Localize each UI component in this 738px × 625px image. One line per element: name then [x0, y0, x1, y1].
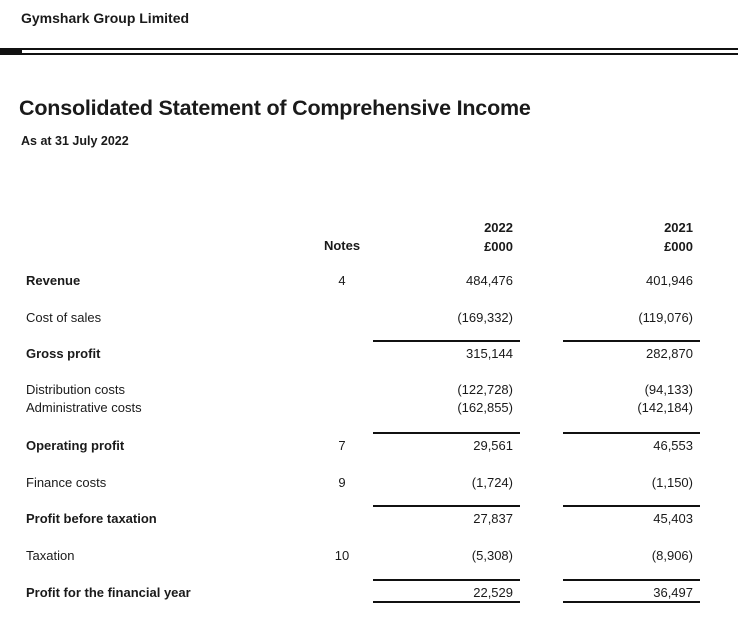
- subtotal-rule-2021: [563, 340, 700, 342]
- row-label: Distribution costs: [26, 382, 125, 397]
- row-label: Gross profit: [26, 346, 101, 361]
- subtotal-rule-2022: [373, 505, 520, 507]
- row-value-2021: 401,946: [646, 273, 693, 288]
- row-cost-of-sales: [0, 309, 738, 327]
- row-value-2022: 484,476: [466, 273, 513, 288]
- row-label: Administrative costs: [26, 400, 142, 415]
- header-rule-top: [22, 48, 738, 50]
- row-label: Profit for the financial year: [26, 585, 191, 600]
- column-header-2021: [590, 218, 693, 256]
- row-value-2022: (169,332): [457, 310, 513, 325]
- statement-date: As at 31 July 2022: [21, 134, 129, 148]
- row-value-2022: (5,308): [471, 548, 513, 563]
- row-value-2022: 22,529: [473, 585, 513, 600]
- row-value-2022: 27,837: [473, 511, 513, 526]
- statement-title: Consolidated Statement of Comprehensive Income: [19, 96, 531, 120]
- row-value-2021: 46,553: [653, 438, 693, 453]
- column-header-2022: [410, 218, 513, 256]
- row-label: Revenue: [26, 273, 81, 288]
- subtotal-rule-2022: [373, 579, 520, 581]
- subtotal-rule-2021: [563, 432, 700, 434]
- unit-2021-label: £000: [664, 239, 693, 254]
- row-profit-before-taxation: [0, 510, 738, 528]
- column-header-notes: [300, 236, 384, 255]
- row-note: 7: [338, 438, 346, 453]
- header-rule-marker: [0, 48, 22, 55]
- row-value-2022: 315,144: [466, 346, 513, 361]
- unit-2022-label: £000: [484, 239, 513, 254]
- total-double-rule-2022: [373, 601, 520, 603]
- row-value-2022: 29,561: [473, 438, 513, 453]
- row-administrative-costs: [0, 399, 738, 417]
- total-double-rule-2021: [563, 601, 700, 603]
- row-value-2021: (1,150): [651, 475, 693, 490]
- company-name: Gymshark Group Limited: [21, 10, 190, 26]
- row-label: Taxation: [26, 548, 75, 563]
- row-value-2022: (122,728): [457, 382, 513, 397]
- row-note: 10: [334, 548, 350, 563]
- row-note: 9: [338, 475, 346, 490]
- row-label: Operating profit: [26, 438, 125, 453]
- row-revenue: [0, 272, 738, 290]
- subtotal-rule-2022: [373, 432, 520, 434]
- row-operating-profit: [0, 437, 738, 455]
- row-value-2021: (142,184): [637, 400, 693, 415]
- row-profit-for-year: [0, 584, 738, 602]
- row-taxation: [0, 547, 738, 565]
- row-value-2021: (94,133): [644, 382, 693, 397]
- subtotal-rule-2022: [373, 340, 520, 342]
- row-label: Profit before taxation: [26, 511, 157, 526]
- row-gross-profit: [0, 345, 738, 363]
- row-finance-costs: [0, 474, 738, 492]
- header-rule-bottom: [22, 53, 738, 55]
- row-value-2021: 36,497: [653, 585, 693, 600]
- row-value-2021: 282,870: [646, 346, 693, 361]
- row-value-2021: 45,403: [653, 511, 693, 526]
- subtotal-rule-2021: [563, 579, 700, 581]
- row-value-2022: (1,724): [471, 475, 513, 490]
- row-value-2022: (162,855): [457, 400, 513, 415]
- row-label: Cost of sales: [26, 310, 102, 325]
- row-note: 4: [338, 273, 346, 288]
- row-value-2021: (8,906): [651, 548, 693, 563]
- subtotal-rule-2021: [563, 505, 700, 507]
- year-2022-label: 2022: [484, 220, 513, 235]
- row-distribution-costs: [0, 381, 738, 399]
- row-label: Finance costs: [26, 475, 107, 490]
- notes-label: Notes: [323, 238, 361, 253]
- year-2021-label: 2021: [664, 220, 693, 235]
- row-value-2021: (119,076): [638, 310, 693, 325]
